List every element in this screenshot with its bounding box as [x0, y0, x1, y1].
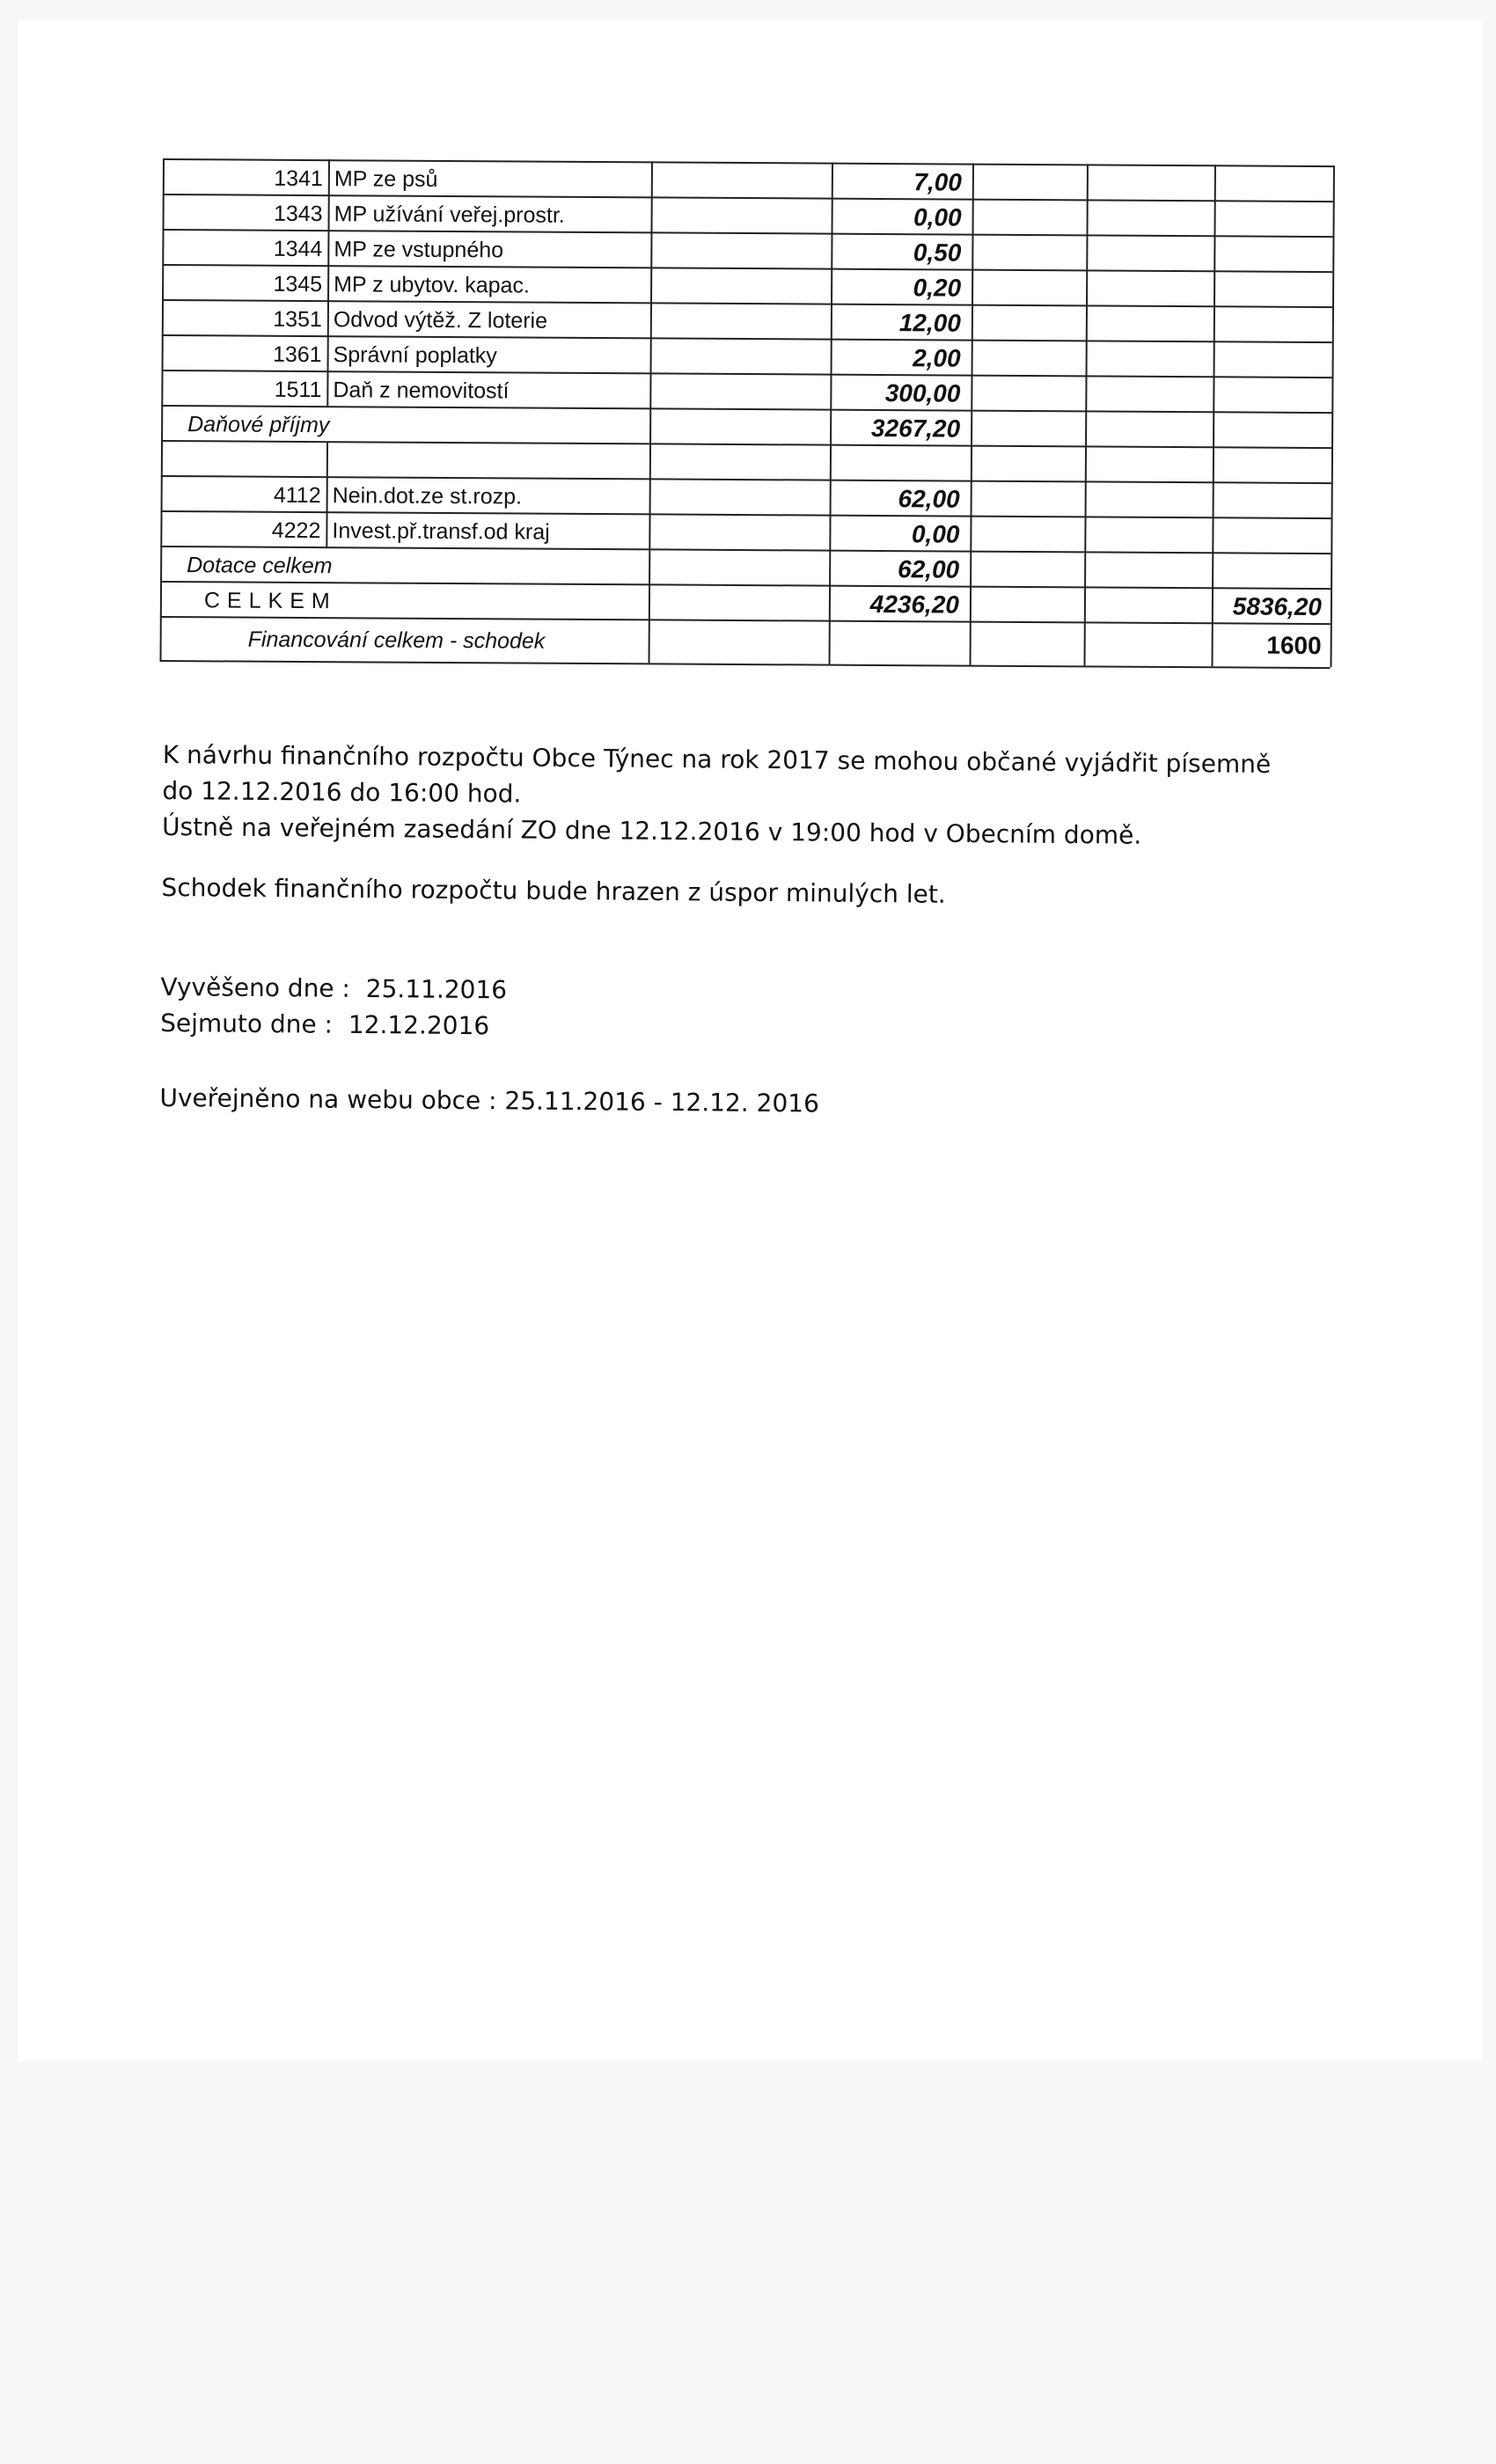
financovani-row	[160, 616, 1331, 669]
row-value: 12,00	[898, 309, 961, 337]
row-value: 0,50	[913, 238, 962, 267]
row-code: 1511	[274, 377, 322, 403]
row-code: 1361	[272, 341, 322, 368]
budget-table	[160, 158, 1333, 667]
celkem-total: 5836,20	[1232, 592, 1323, 621]
row-name: Odvod výtěž. Z loterie	[333, 307, 548, 334]
dotace-subtotal-value: 62,00	[897, 555, 960, 583]
removed-date: Sejmuto dne : 12.12.2016	[160, 1008, 490, 1041]
row-code: 4112	[273, 482, 321, 509]
posted-date: Vyvěšeno dne : 25.11.2016	[160, 972, 508, 1005]
row-value: 62,00	[898, 485, 960, 513]
row-value: 0,00	[911, 520, 960, 548]
financovani-label: Financování celkem - schodek	[247, 627, 546, 654]
notice-line: do 12.12.2016 do 16:00 hod.	[162, 775, 522, 809]
document-page	[18, 19, 1483, 2061]
deficit-note: Schodek finančního rozpočtu bude hrazen z úspor minulých let.	[161, 872, 946, 909]
row-value: 7,00	[913, 168, 962, 196]
row-value: 300,00	[884, 379, 961, 407]
row-name: Daň z nemovitostí	[333, 378, 510, 404]
web-published: Uveřejněno na webu obce : 25.11.2016 - 12.12. 2016	[159, 1082, 820, 1118]
row-name: Invest.př.transf.od kraj	[332, 518, 550, 545]
row-code: 1343	[273, 201, 323, 227]
row-name: MP užívání veřej.prostr.	[334, 202, 565, 228]
celkem-label: CELKEM	[203, 588, 337, 614]
notice-text	[159, 737, 1395, 1126]
row-code: 1351	[273, 306, 322, 333]
row-value: 2,00	[913, 344, 961, 372]
row-value: 0,20	[913, 274, 962, 302]
row-name: MP ze psů	[334, 166, 438, 192]
notice-line: Ústně na veřejném zasedání ZO dne 12.12.2016 v 19:00 hod v Obecním domě.	[161, 811, 1142, 850]
financovani-total: 1600	[1266, 631, 1322, 660]
row-code: 1345	[273, 271, 323, 297]
dotace-subtotal-label: Dotace celkem	[187, 553, 333, 579]
row-name: MP z ubytov. kapac.	[334, 272, 531, 298]
row-name: Správní poplatky	[333, 342, 497, 369]
row-code: 1344	[273, 236, 323, 262]
row-code: 1341	[274, 165, 323, 192]
row-name: MP ze vstupného	[334, 237, 504, 263]
notice-line: K návrhu finančního rozpočtu Obce Týnec na rok 2017 se mohou občané vyjádřit písemně	[162, 739, 1272, 779]
dan-subtotal-value: 3267,20	[870, 414, 961, 443]
row-code: 4222	[271, 517, 321, 544]
row-value: 0,00	[913, 203, 962, 231]
celkem-value: 4236,20	[869, 590, 960, 619]
row-name: Nein.dot.ze st.rozp.	[332, 483, 523, 510]
dan-subtotal-label: Daňové příjmy	[187, 412, 330, 438]
